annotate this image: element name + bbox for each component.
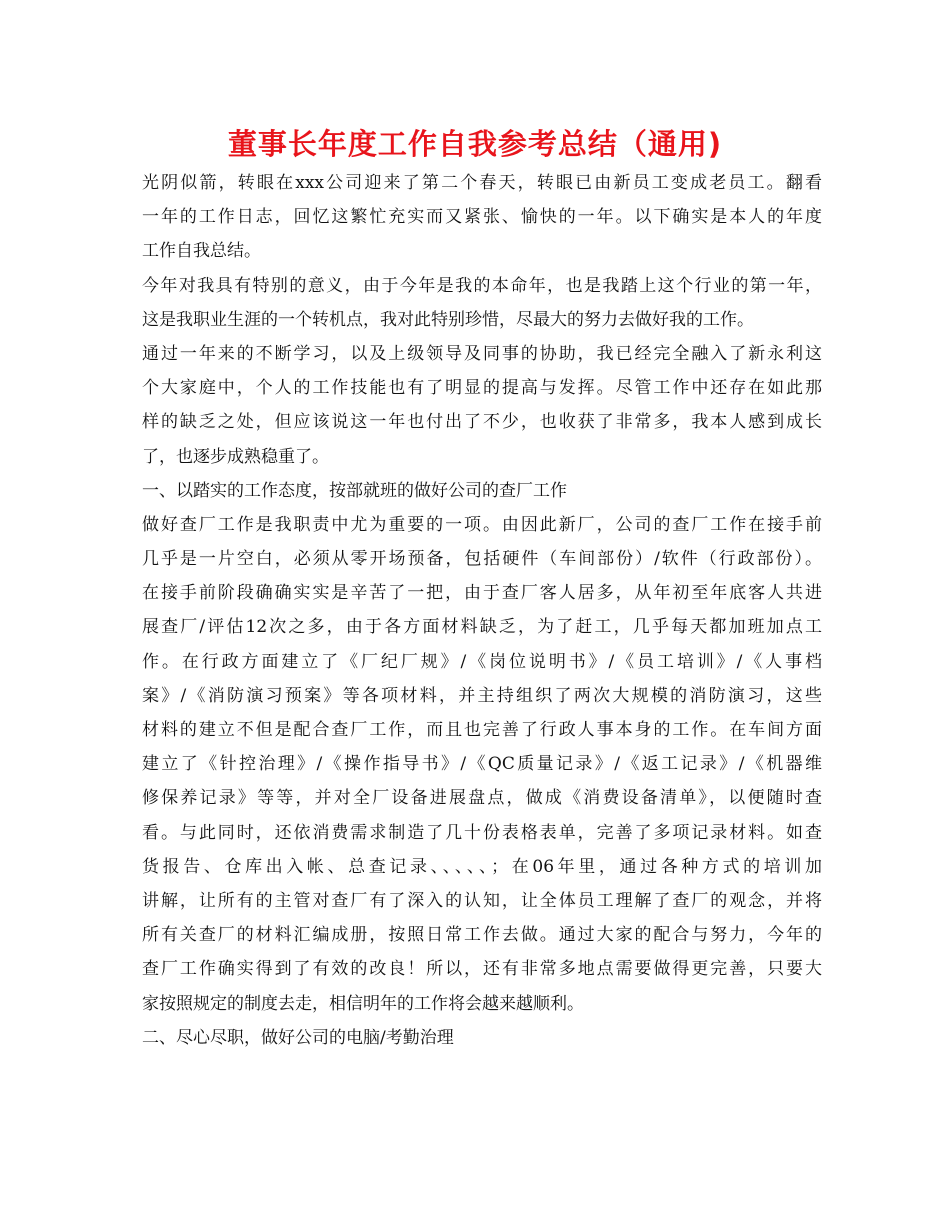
body-line: 做好查厂工作是我职责中尤为重要的一项。由因此新厂，公司的查厂工作在接手前 — [142, 514, 822, 535]
body-line: 个大家庭中，个人的工作技能也有了明显的提高与发挥。尽管工作中还存在如此那 — [142, 378, 822, 399]
body-line: 看。与此同时，还依消费需求制造了几十份表格表单，完善了多项记录材料。如查 — [142, 822, 822, 843]
body-line: 今年对我具有特别的意义，由于今年是我的本命年，也是我踏上这个行业的第一年， — [142, 275, 822, 296]
body-line: 作。在行政方面建立了《厂纪厂规》/《岗位说明书》/《员工培训》/《人事档 — [142, 651, 822, 672]
body-line: 工作自我总结。 — [142, 241, 261, 262]
section-heading: 二、尽心尽职，做好公司的电脑/考勤治理 — [142, 1027, 454, 1048]
body-line: 材料的建立不但是配合查厂工作，而且也完善了行政人事本身的工作。在车间方面 — [142, 720, 822, 740]
body-line: 讲解，让所有的主管对查厂有了深入的认知，让全体员工理解了查厂的观念，并将 — [142, 890, 822, 911]
body-line: 在接手前阶段确确实实是辛苦了一把，由于查厂客人居多，从年初至年底客人共进 — [142, 583, 822, 604]
body-line: 一年的工作日志，回忆这繁忙充实而又紧张、愉快的一年。以下确实是本人的年度 — [142, 207, 822, 228]
body-line: 所有关查厂的材料汇编成册，按照日常工作去做。通过大家的配合与努力，今年的 — [142, 925, 822, 946]
section-heading: 一、以踏实的工作态度，按部就班的做好公司的查厂工作 — [142, 480, 567, 501]
body-line: 这是我职业生涯的一个转机点，我对此特别珍惜，尽最大的努力去做好我的工作。 — [142, 309, 754, 330]
body-line: 展查厂/评估12次之多，由于各方面材料缺乏，为了赶工，几乎每天都加班加点工 — [142, 617, 822, 638]
body-line: 货报告、仓库出入帐、总查记录、、、、、；在06年里，通过各种方式的培训加 — [142, 856, 822, 877]
body-line: 修保养记录》等等，并对全厂设备进展盘点，做成《消费设备清单》，以便随时查 — [142, 788, 822, 809]
body-line: 几乎是一片空白，必须从零开场预备，包括硬件（车间部份）/软件（行政部份）。 — [142, 549, 822, 570]
body-line: 建立了《针控治理》/《操作指导书》/《QC质量记录》/《返工记录》/《机器维 — [142, 754, 822, 775]
body-line: 了，也逐步成熟稳重了。 — [142, 446, 329, 467]
body-line: 样的缺乏之处，但应该说这一年也付出了不少，也收获了非常多，我本人感到成长 — [142, 412, 822, 433]
body-line: 案》/《消防演习预案》等各项材料，并主持组织了两次大规模的消防演习，这些 — [142, 685, 822, 706]
body-line: 通过一年来的不断学习，以及上级领导及同事的协助，我已经完全融入了新永利这 — [142, 343, 822, 364]
document-body — [142, 166, 822, 1055]
body-line: 查厂工作确实得到了有效的改良！所以，还有非常多地点需要做得更完善，只要大 — [142, 959, 822, 980]
body-line: 光阴似箭，转眼在xxx公司迎来了第二个春天，转眼已由新员工变成老员工。翻看 — [142, 173, 822, 193]
body-line: 家按照规定的制度去走，相信明年的工作将会越来越顺利。 — [142, 993, 584, 1014]
document-title: 董事长年度工作自我参考总结（通用) — [227, 127, 723, 161]
